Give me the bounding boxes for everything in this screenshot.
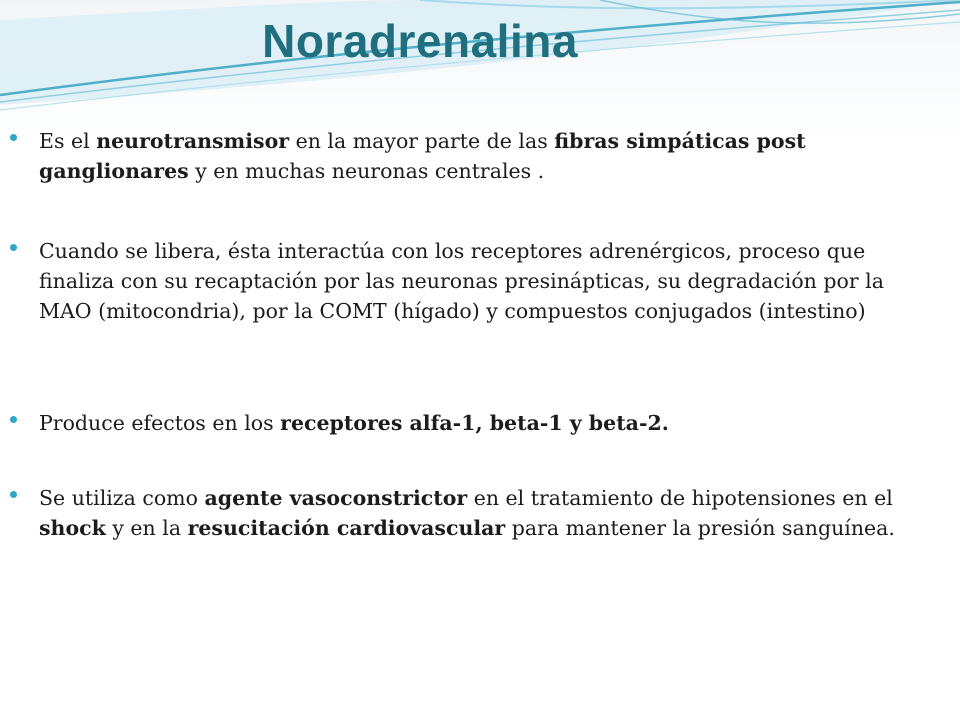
bullet-text: Produce efectos en los receptores alfa-1, beta-1 y beta-2. bbox=[39, 411, 669, 435]
slide-title: Noradrenalina bbox=[262, 15, 578, 67]
bullet-item bbox=[10, 483, 910, 543]
bullet-dot-icon bbox=[10, 491, 17, 498]
bullet-dot-icon bbox=[10, 134, 17, 141]
bullet-dot-icon bbox=[10, 416, 17, 423]
bullet-text: Se utiliza como agente vasoconstrictor en el tratamiento de hipotensiones en el shock y en la resucitación cardiovascular para mantener la presión sanguínea. bbox=[39, 486, 895, 540]
bullet-dot-icon bbox=[10, 244, 17, 251]
bullet-item bbox=[10, 236, 910, 326]
bullet-item bbox=[10, 408, 910, 438]
bullet-text: Cuando se libera, ésta interactúa con los receptores adrenérgicos, proceso que finaliza con su recaptación por las neuronas presinápticas, su degradación por la MAO (mitocondria), por la COMT (hígado) y compuestos conjugados (intestino) bbox=[39, 239, 884, 323]
bullet-item bbox=[10, 126, 910, 186]
bullet-text: Es el neurotransmisor en la mayor parte de las fibras simpáticas post ganglionares y en muchas neuronas centrales . bbox=[39, 129, 806, 183]
